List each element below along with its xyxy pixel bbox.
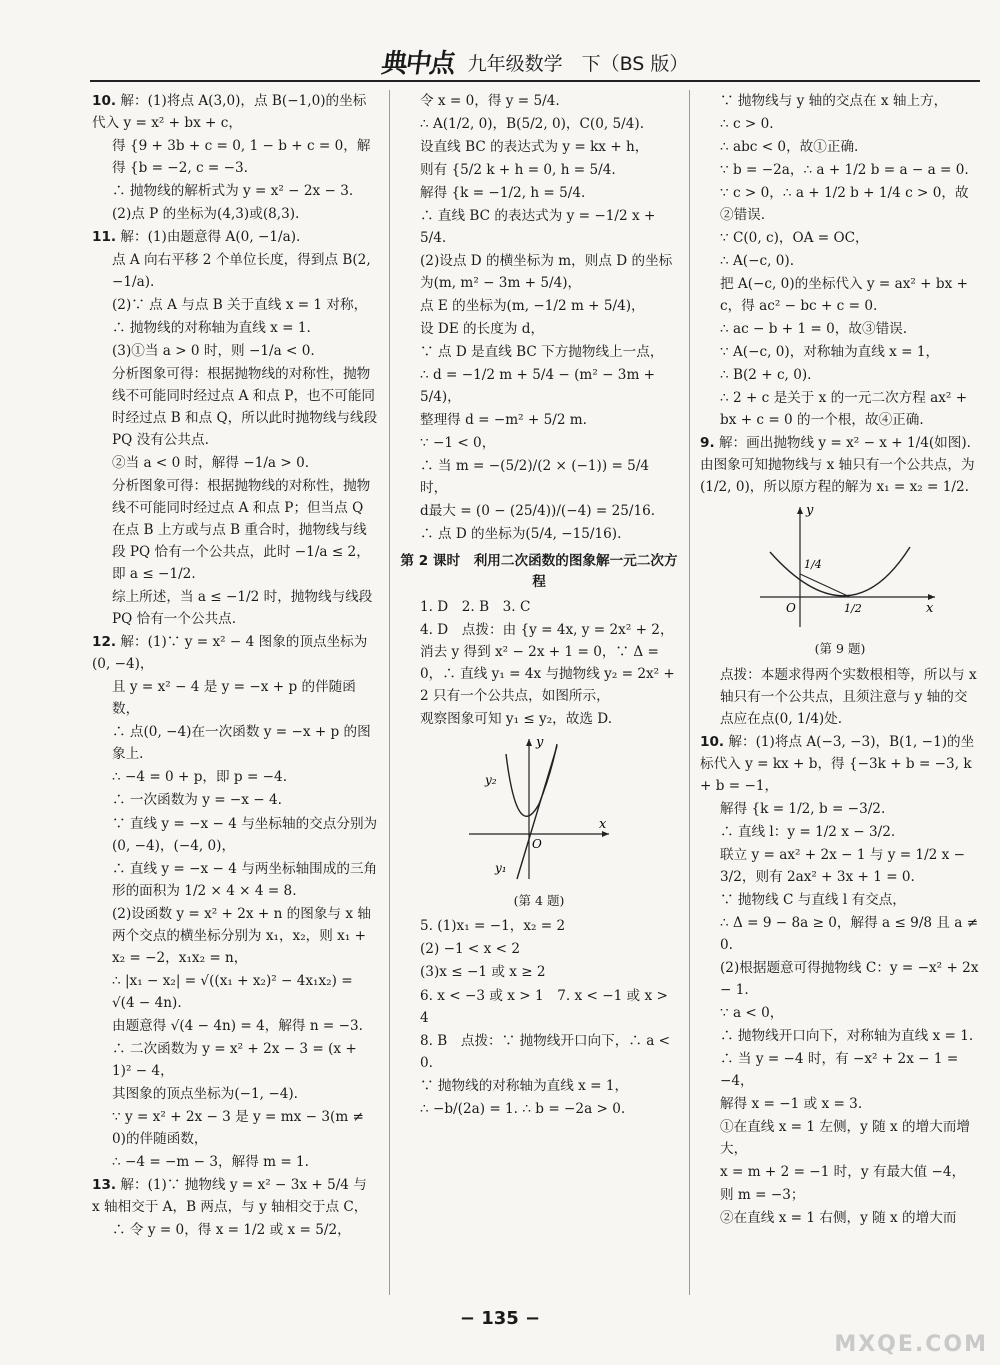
answer-line <box>400 432 678 454</box>
answer-line <box>400 708 678 730</box>
answer-line <box>92 203 378 225</box>
answer-text: 8. B 点拨：∵ 抛物线开口向下，∴ a < 0. <box>420 1032 671 1071</box>
book-title: 九年级数学 下（BS 版） <box>467 53 689 75</box>
answer-line <box>92 1219 378 1241</box>
answer-line <box>92 789 378 811</box>
answer-text: 整理得 d = −m² + 5/2 m. <box>420 412 588 429</box>
answer-text: 解：(1)由题意得 A(0, −1/a). <box>116 229 301 246</box>
question-number: 10. <box>92 93 117 109</box>
answer-text: (2) −1 < x < 2 <box>420 941 520 958</box>
answer-line <box>700 1025 980 1047</box>
answer-text: 解：(1)∵ y = x² − 4 图象的顶点坐标为(0, −4)， <box>92 634 368 673</box>
answer-line <box>92 586 378 630</box>
answer-text: ∴ A(−c, 0). <box>720 253 795 270</box>
answer-line <box>700 664 980 730</box>
answer-line <box>92 903 378 969</box>
answer-text: (2)∵ 点 A 与点 B 关于直线 x = 1 对称， <box>112 297 368 314</box>
fig9-y-tick: 1/4 <box>804 558 822 572</box>
question-start <box>92 90 378 134</box>
answer-line <box>400 455 678 499</box>
answer-line <box>92 721 378 765</box>
answer-line <box>92 858 378 902</box>
answer-text: ∴ 直线 l：y = 1/2 x − 3/2. <box>720 823 896 840</box>
answer-line <box>92 363 378 451</box>
answer-text: ∵ 抛物线的对称轴为直线 x = 1， <box>420 1077 629 1094</box>
column-2 <box>400 90 678 1295</box>
question-start <box>92 226 378 248</box>
answer-line <box>700 273 980 317</box>
answer-text: 解：(1)将点 A(−3, −3)，B(1, −1)的坐标代入 y = kx + b，得 {−3k + b = −3, k + b = −1， <box>700 733 975 794</box>
figure-4 <box>400 734 678 911</box>
answer-text: x = m + 2 = −1 时，y 有最大值 −4， <box>720 1163 966 1180</box>
answer-line <box>400 341 678 363</box>
column-3 <box>700 90 980 1295</box>
answer-line <box>700 1093 980 1115</box>
answer-text: ∴ 抛物线的对称轴为直线 x = 1. <box>112 320 311 337</box>
answer-text: 解：(1)将点 A(3,0)，点 B(−1,0)的坐标代入 y = x² + bx + c， <box>92 93 367 132</box>
lesson-heading: 第 2 课时 利用二次函数的图象解一元二次方程 <box>400 553 678 590</box>
answer-text: 令 x = 0，得 y = 5/4. <box>420 93 560 109</box>
answer-text: 分析图象可得：根据抛物线的对称性，抛物线不可能同时经过点 A 和点 P；但当点 Q 在点 B 上方或与点 B 重合时，抛物线与线段 PQ 恰有一个公共点，此时 −1/a ≤ 2，即 a ≤ −1/2. <box>112 478 371 583</box>
answer-text: 综上所述，当 a ≤ −1/2 时，抛物线与线段 PQ 恰有一个公共点. <box>112 589 373 628</box>
answer-text: ∴ 点(0, −4)在一次函数 y = −x + p 的图象上. <box>112 724 371 763</box>
answer-text: 解：画出抛物线 y = x² − x + 1/4(如图). 由图象可知抛物线与 x 轴只有一个公共点，为(1/2, 0)，所以原方程的解为 x₁ = x₂ = 1/2. <box>700 435 975 496</box>
fig4-y-label: y <box>536 735 544 751</box>
answer-line <box>700 844 980 888</box>
answer-text: ∵ y = x² + 2x − 3 是 y = mx − 3(m ≠ 0)的伴随函数， <box>112 1108 364 1147</box>
answer-text: ∵ b = −2a，∴ a + 1/2 b = a − a = 0. <box>720 162 969 179</box>
answer-line <box>400 295 678 317</box>
answer-text: 6. x < −3 或 x > 1 7. x < −1 或 x > 4 <box>420 987 668 1026</box>
answer-text: 观察图象可知 y₁ ≤ y₂，故选 D. <box>420 711 613 728</box>
answer-text: 解得 {k = −1/2, h = 5/4. <box>420 185 586 202</box>
answer-text: ∵ A(−c, 0)，对称轴为直线 x = 1， <box>720 344 940 361</box>
answer-line <box>92 340 378 362</box>
answer-line <box>700 1207 980 1229</box>
question-number: 10. <box>700 733 725 750</box>
question-start <box>700 432 980 498</box>
answer-line <box>400 915 678 937</box>
question-start <box>92 631 378 675</box>
answer-line <box>92 1151 378 1173</box>
question-number: 11. <box>92 229 117 246</box>
figure-9 <box>700 502 980 659</box>
figure-9-caption: (第 9 题) <box>814 641 866 657</box>
answer-line <box>92 766 378 788</box>
answer-line <box>700 1184 980 1206</box>
answer-text: 分析图象可得：根据抛物线的对称性，抛物线不可能同时经过点 A 和点 P，也不可能同时经过点 B 和点 Q，所以此时抛物线与线段 PQ 没有公共点. <box>112 366 378 449</box>
column-1 <box>92 90 378 1295</box>
answer-text: d最大 = (0 − (25/4))/(−4) = 25/16. <box>420 503 656 520</box>
answer-text: ∴ 点 D 的坐标为(5/4, −15/16). <box>420 526 622 543</box>
answer-line <box>92 452 378 474</box>
answer-text: ∴ −4 = 0 + p，即 p = −4. <box>112 769 288 786</box>
answer-text: 联立 y = ax² + 2x − 1 与 y = 1/2 x − 3/2，则有 2ax² + 3x + 1 = 0. <box>720 846 965 885</box>
fig9-x-label: x <box>926 601 934 617</box>
answer-text: 解：(1)∵ 抛物线 y = x² − 3x + 5/4 与 x 轴相交于 A，B 两点，与 y 轴相交于点 C， <box>92 1176 368 1215</box>
answer-line <box>700 318 980 340</box>
answer-line <box>400 500 678 522</box>
question-start <box>92 1174 378 1218</box>
answer-line <box>700 912 980 956</box>
answer-line <box>700 821 980 843</box>
answer-text: 解得 x = −1 或 x = 3. <box>720 1095 863 1112</box>
answer-text: (2)设点 D 的横坐标为 m，则点 D 的坐标为(m, m² − 3m + 5/4)， <box>420 253 673 292</box>
answer-line <box>700 250 980 272</box>
column-divider <box>389 90 390 1295</box>
answer-text: ∴ ac − b + 1 = 0，故③错误. <box>720 321 908 338</box>
answer-text: ①在直线 x = 1 左侧，y 随 x 的增大而增大， <box>720 1118 971 1157</box>
answer-text: ∵ a < 0， <box>720 1004 784 1021</box>
answer-line <box>92 135 378 179</box>
answer-line <box>700 1048 980 1092</box>
answer-text: ∴ 二次函数为 y = x² + 2x − 3 = (x + 1)² − 4， <box>112 1040 357 1079</box>
answer-line <box>400 1030 678 1074</box>
answer-text: ∵ 抛物线 C 与直线 l 有交点， <box>720 891 906 908</box>
answer-text: ∴ 抛物线的解析式为 y = x² − 2x − 3. <box>112 183 354 200</box>
answer-text: ∴ −b/(2a) = 1. ∴ b = −2a > 0. <box>420 1100 626 1117</box>
answer-text: 点 A 向右平移 2 个单位长度，得到点 B(2, −1/a). <box>112 252 371 291</box>
answer-text: 则有 {5/2 k + h = 0, h = 5/4. <box>420 162 616 179</box>
answer-line <box>400 90 678 112</box>
answer-text: 设 DE 的长度为 d， <box>420 321 545 338</box>
answer-line <box>700 387 980 431</box>
answer-text: ∵ c > 0，∴ a + 1/2 b + 1/4 c > 0，故②错误. <box>720 185 969 224</box>
answer-text: (2)点 P 的坐标为(4,3)或(8,3). <box>112 206 300 223</box>
answer-text: ∵ 点 D 是直线 BC 下方抛物线上一点， <box>420 344 664 361</box>
answer-text: 4. D 点拨：由 {y = 4x, y = 2x² + 2，消去 y 得到 x² − 2x + 1 = 0，∵ Δ = 0，∴ 直线 y₁ = 4x 与抛物线 y₂ = 2x² + 2 只有一个公共点，如图所示， <box>420 622 675 705</box>
fig4-x-label: x <box>599 817 607 833</box>
answer-text: ∴ −4 = −m − 3，解得 m = 1. <box>112 1153 309 1170</box>
answer-line <box>92 475 378 585</box>
answer-text: 点拨：本题求得两个实数根相等，所以与 x 轴只有一个公共点，且须注意与 y 轴的交点应在点(0, 1/4)处. <box>720 666 977 727</box>
answer-text: ∵ 直线 y = −x − 4 与坐标轴的交点分别为(0, −4)，(−4, 0)， <box>112 815 378 854</box>
answer-text: 设直线 BC 的表达式为 y = kx + h， <box>420 139 649 156</box>
answer-line <box>700 1002 980 1024</box>
answer-line <box>400 985 678 1029</box>
answer-line <box>92 970 378 1014</box>
answer-line <box>700 159 980 181</box>
answer-line <box>400 318 678 340</box>
answer-line <box>400 364 678 408</box>
answer-line <box>400 619 678 707</box>
answer-line <box>400 113 678 135</box>
answer-line <box>700 227 980 249</box>
page-number: − 135 − <box>459 1308 541 1329</box>
book-logo: 典中点 <box>379 49 456 79</box>
answer-line <box>400 136 678 158</box>
answer-line <box>700 798 980 820</box>
answer-text: ∵ 抛物线与 y 轴的交点在 x 轴上方， <box>720 93 948 109</box>
answer-text: ∴ Δ = 9 − 8a ≥ 0，解得 a ≤ 9/8 且 a ≠ 0. <box>720 914 979 953</box>
question-number: 13. <box>92 1176 117 1193</box>
fig9-origin: O <box>786 601 796 616</box>
answer-text: ∴ 当 m = −(5/2)/(2 × (−1)) = 5/4 时， <box>420 458 650 497</box>
answer-text: 解得 {k = 1/2, b = −3/2. <box>720 800 886 817</box>
answer-line <box>700 182 980 226</box>
figure-9-graph <box>740 502 940 632</box>
answer-text: (2)设函数 y = x² + 2x + n 的图象与 x 轴两个交点的横坐标分别为 x₁，x₂，则 x₁ + x₂ = −2，x₁x₂ = n， <box>112 905 371 966</box>
answer-line <box>400 961 678 983</box>
answer-line <box>700 889 980 911</box>
answer-line <box>92 180 378 202</box>
answer-line <box>92 676 378 720</box>
answer-text: ②在直线 x = 1 右侧，y 随 x 的增大而 <box>720 1209 957 1226</box>
question-number: 9. <box>700 435 715 452</box>
answer-text: (2)根据题意可得抛物线 C：y = −x² + 2x − 1. <box>720 959 979 998</box>
answer-text: 把 A(−c, 0)的坐标代入 y = ax² + bx + c，得 ac² − bc + c = 0. <box>720 276 968 315</box>
answer-line <box>92 1015 378 1037</box>
answer-line <box>400 938 678 960</box>
answer-text: ∴ 一次函数为 y = −x − 4. <box>112 792 282 809</box>
answer-line <box>92 249 378 293</box>
answer-text: ∴ c > 0. <box>720 116 774 133</box>
watermark: MXQE.COM <box>834 1332 988 1357</box>
answer-text: 1. D 2. B 3. C <box>420 599 531 616</box>
answer-text: ∴ B(2 + c, 0). <box>720 367 812 384</box>
answer-line <box>400 250 678 294</box>
answer-text: ∴ 令 y = 0，得 x = 1/2 或 x = 5/2， <box>112 1221 351 1238</box>
answer-text: 5. (1)x₁ = −1，x₂ = 2 <box>420 918 566 935</box>
answer-text: ∴ |x₁ − x₂| = √((x₁ + x₂)² − 4x₁x₂) = √(4 − 4n). <box>112 972 353 1011</box>
answer-line <box>92 1038 378 1082</box>
answer-text: ∴ A(1/2, 0)，B(5/2, 0)，C(0, 5/4). <box>420 116 645 133</box>
answer-text: ∵ −1 < 0， <box>420 435 496 452</box>
answer-text: ∵ C(0, c)，OA = OC， <box>720 230 869 247</box>
answer-line <box>92 1083 378 1105</box>
answer-line <box>400 523 678 545</box>
answer-line <box>92 1106 378 1150</box>
answer-text: 点 E 的坐标为(m, −1/2 m + 5/4)， <box>420 298 645 315</box>
answer-line <box>700 90 980 112</box>
column-divider <box>689 90 690 1295</box>
answer-line <box>92 294 378 316</box>
page-header <box>90 38 980 82</box>
answer-line <box>400 1098 678 1120</box>
answer-line <box>92 813 378 857</box>
answer-line <box>700 364 980 386</box>
answer-text: ∴ 2 + c 是关于 x 的一元二次方程 ax² + bx + c = 0 的一个根，故④正确. <box>720 390 968 429</box>
fig4-y2-label: y₂ <box>485 773 497 788</box>
answer-text: ∴ d = −1/2 m + 5/4 − (m² − 3m + 5/4)， <box>420 367 656 406</box>
answer-line <box>92 317 378 339</box>
answer-line <box>400 159 678 181</box>
fig9-y-label: y <box>806 503 814 519</box>
question-start <box>700 731 980 797</box>
answer-line <box>700 113 980 135</box>
answer-line <box>700 341 980 363</box>
answer-text: ∴ abc < 0，故①正确. <box>720 139 859 156</box>
answer-line <box>400 1075 678 1097</box>
fig4-origin: O <box>532 837 542 852</box>
answer-line <box>400 409 678 431</box>
answer-line <box>400 205 678 249</box>
figure-4-graph <box>459 734 619 884</box>
answer-line <box>700 1116 980 1160</box>
answer-text: (3)x ≤ −1 或 x ≥ 2 <box>420 964 546 981</box>
fig9-x-tick: 1/2 <box>844 602 862 616</box>
answer-text: 得 {9 + 3b + c = 0, 1 − b + c = 0，解得 {b = −2, c = −3. <box>112 138 371 177</box>
answer-text: ∴ 抛物线开口向下，对称轴为直线 x = 1. <box>720 1027 974 1044</box>
answer-line <box>700 136 980 158</box>
answer-text: ∴ 当 y = −4 时，有 −x² + 2x − 1 = −4， <box>720 1050 959 1089</box>
answer-text: ∴ 直线 y = −x − 4 与两坐标轴围成的三角形的面积为 1/2 × 4 × 4 = 8. <box>112 860 378 899</box>
figure-4-caption: (第 4 题) <box>513 893 565 909</box>
answer-line <box>700 1161 980 1183</box>
answer-line <box>400 596 678 618</box>
question-number: 12. <box>92 634 117 651</box>
answer-text: 则 m = −3； <box>720 1186 805 1203</box>
answer-text: (3)①当 a > 0 时，则 −1/a < 0. <box>112 343 315 360</box>
answer-text: 且 y = x² − 4 是 y = −x + p 的伴随函数， <box>112 679 356 718</box>
answer-line <box>700 957 980 1001</box>
answer-text: ∴ 直线 BC 的表达式为 y = −1/2 x + 5/4. <box>420 208 656 247</box>
answer-text: 其图象的顶点坐标为(−1, −4). <box>112 1085 298 1102</box>
fig4-y1-label: y₁ <box>495 861 507 876</box>
answer-line <box>400 182 678 204</box>
answer-text: ②当 a < 0 时，解得 −1/a > 0. <box>112 455 310 472</box>
answer-text: 由题意得 √(4 − 4n) = 4，解得 n = −3. <box>112 1017 363 1034</box>
